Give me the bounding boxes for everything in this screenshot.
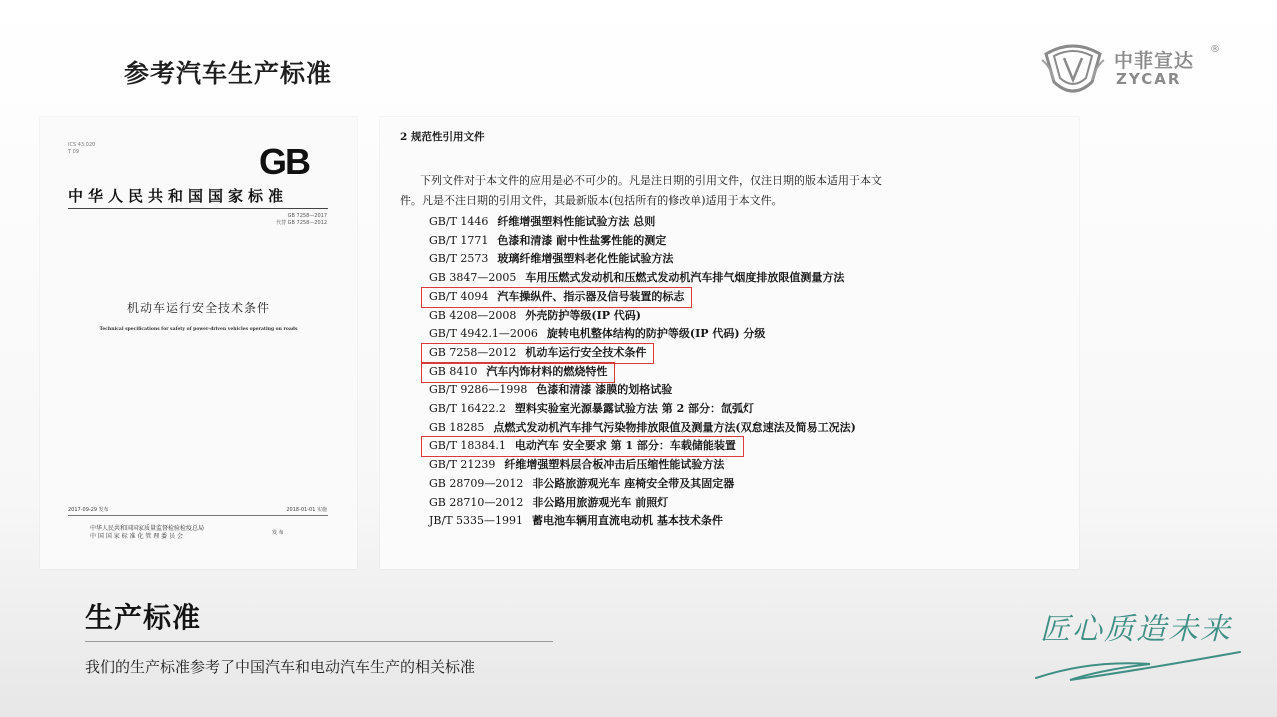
cover-divider-bottom bbox=[68, 515, 328, 516]
reference-title: 色漆和清漆 耐中性盐雾性能的测定 bbox=[497, 233, 667, 247]
reference-item bbox=[429, 419, 856, 437]
reference-item bbox=[429, 307, 641, 325]
reference-item bbox=[429, 475, 734, 493]
cover-issuer-line1: 中华人民共和国国家质量监督检验检疫总局 bbox=[90, 525, 205, 532]
reference-title: 车用压燃式发动机和压燃式发动机汽车排气烟度排放限值测量方法 bbox=[525, 271, 845, 285]
standard-cover-image bbox=[40, 117, 357, 569]
reference-item bbox=[429, 250, 673, 268]
reference-title: 玻璃纤维增强塑料老化性能试验方法 bbox=[497, 252, 674, 266]
reference-code: GB 18285 bbox=[429, 420, 485, 434]
reference-title: 蓄电池车辆用直流电动机 基本技术条件 bbox=[532, 514, 723, 528]
reference-title: 塑料实验室光源暴露试验方法 第 2 部分：氙弧灯 bbox=[514, 402, 755, 415]
cover-issuer bbox=[90, 525, 270, 541]
reference-code: GB/T 18384.1 bbox=[429, 439, 506, 453]
reference-code: GB/T 2573 bbox=[429, 252, 489, 266]
cover-std-no: GB 7258—2017 bbox=[287, 213, 327, 219]
references-intro-line1: 下列文件对于本文件的应用是必不可少的。凡是注日期的引用文件，仅注日期的版本适用于本文 bbox=[420, 174, 882, 187]
reference-code: GB 8410 bbox=[429, 364, 478, 378]
normative-references-image bbox=[380, 117, 1079, 569]
reference-code: GB/T 4942.1—2006 bbox=[429, 327, 538, 341]
reference-item bbox=[429, 325, 765, 343]
reference-code: GB/T 21239 bbox=[429, 458, 496, 472]
reference-title: 电动汽车 安全要求 第 1 部分：车载储能装置 bbox=[514, 439, 736, 453]
reference-code: GB/T 1771 bbox=[429, 233, 489, 247]
section-description: 我们的生产标准参考了中国汽车和电动汽车生产的相关标准 bbox=[85, 658, 476, 676]
reference-title: 汽车操纵件、指示器及信号装置的标志 bbox=[497, 289, 685, 303]
reference-highlight-box bbox=[421, 362, 615, 383]
reference-title: 纤维增强塑料性能试验方法 总则 bbox=[497, 215, 656, 228]
reference-highlight-box bbox=[421, 436, 744, 457]
reference-item bbox=[429, 512, 723, 530]
cover-replaces: 代替 GB 7258—2012 bbox=[276, 220, 327, 226]
reference-code: GB 7258—2012 bbox=[429, 345, 517, 359]
section-divider bbox=[85, 641, 553, 642]
reference-code: GB/T 16422.2 bbox=[429, 402, 506, 415]
reference-code: GB/T 1446 bbox=[429, 215, 489, 228]
reference-code: GB/T 4094 bbox=[429, 289, 489, 303]
cover-divider bbox=[68, 208, 328, 209]
cover-issued: 发 布 bbox=[272, 530, 284, 536]
reference-title: 汽车内饰材料的燃烧特性 bbox=[486, 364, 608, 378]
reference-code: GB 4208—2008 bbox=[429, 308, 517, 322]
cover-standard-name-en: Technical specifications for safety of power-driven vehicles operating on roads bbox=[99, 327, 298, 332]
cover-gb-mark: GB bbox=[259, 141, 309, 182]
reference-title: 色漆和清漆 漆膜的划格试验 bbox=[536, 383, 673, 397]
logo-en-text: ZYCAR bbox=[1116, 70, 1182, 88]
cover-implement-date: 2018-01-01 实施 bbox=[286, 507, 327, 513]
page-title: 参考汽车生产标准 bbox=[124, 59, 333, 88]
cover-ics: ICS 43.020 T 09 bbox=[68, 142, 96, 155]
reference-item bbox=[429, 213, 655, 231]
logo-registered-mark: ® bbox=[1210, 44, 1220, 55]
cover-release-date: 2017-09-29 发布 bbox=[68, 507, 109, 513]
reference-item bbox=[429, 400, 754, 418]
brand-logo bbox=[1040, 40, 1225, 100]
zycar-emblem-icon bbox=[1040, 40, 1106, 98]
reference-item bbox=[429, 494, 668, 512]
reference-title: 旋转电机整体结构的防护等级(IP 代码) 分级 bbox=[546, 327, 766, 341]
reference-item bbox=[429, 269, 844, 287]
cover-standard-name: 机动车运行安全技术条件 bbox=[126, 301, 270, 315]
slogan-swoosh-icon bbox=[1030, 640, 1245, 685]
reference-code: GB/T 9286—1998 bbox=[429, 383, 528, 397]
reference-title: 点燃式发动机汽车排气污染物排放限值及测量方法(双怠速法及简易工况法) bbox=[493, 420, 856, 434]
reference-title: 非公路旅游观光车 座椅安全带及其固定器 bbox=[532, 476, 735, 490]
references-heading: 2 规范性引用文件 bbox=[400, 131, 485, 143]
reference-item bbox=[429, 381, 672, 399]
reference-highlight-box bbox=[421, 287, 692, 308]
reference-item bbox=[429, 456, 724, 474]
slogan: 匠心质造未来 bbox=[1040, 612, 1232, 647]
reference-code: JB/T 5335—1991 bbox=[429, 514, 524, 528]
reference-code: GB 3847—2005 bbox=[429, 271, 517, 285]
reference-title: 外壳防护等级(IP 代码) bbox=[525, 308, 642, 322]
reference-title: 纤维增强塑料层合板冲击后压缩性能试验方法 bbox=[504, 458, 725, 472]
cover-issuer-line2: 中 国 国 家 标 准 化 管 理 委 员 会 bbox=[90, 533, 183, 540]
reference-item bbox=[429, 232, 666, 250]
reference-title: 机动车运行安全技术条件 bbox=[525, 345, 647, 359]
section-title: 生产标准 bbox=[85, 601, 202, 634]
references-intro-line2: 件。凡是不注日期的引用文件，其最新版本(包括所有的修改单)适用于本文件。 bbox=[400, 194, 783, 207]
reference-code: GB 28710—2012 bbox=[429, 495, 524, 509]
logo-cn-text: 中菲宣达 bbox=[1114, 50, 1195, 72]
cover-standard-number bbox=[276, 213, 327, 227]
reference-title: 非公路用旅游观光车 前照灯 bbox=[532, 495, 669, 509]
reference-code: GB 28709—2012 bbox=[429, 476, 524, 490]
cover-national-standard: 中华人民共和国国家标准 bbox=[68, 187, 289, 205]
